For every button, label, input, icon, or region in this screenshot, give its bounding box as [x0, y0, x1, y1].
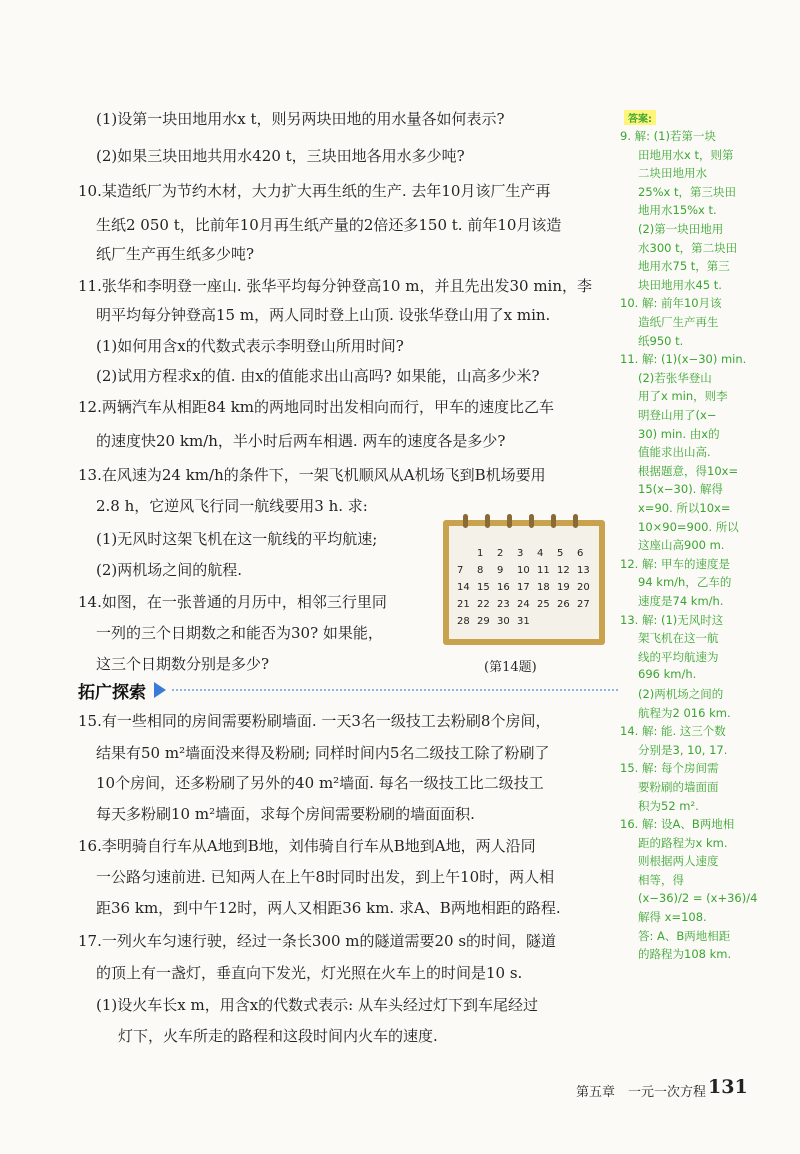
ring-icon: [463, 514, 468, 528]
text-line: 15.有一些相同的房间需要粉刷墙面. 一天3名一级技工去粉刷8个房间，: [78, 712, 551, 730]
ring-icon: [529, 514, 534, 528]
calendar-day: 20: [577, 582, 590, 593]
calendar-day: 19: [557, 582, 570, 593]
answer-line: 积为52 m².: [638, 798, 699, 813]
text-line: 2.8 h，它逆风飞行同一航线要用3 h. 求:: [96, 497, 368, 515]
answer-line: 架飞机在这一航: [638, 631, 719, 646]
text-line: 10个房间，还多粉刷了另外的40 m²墙面. 每名一级技工比二级技工: [96, 774, 544, 792]
text-line: 16.李明骑自行车从A地到B地，刘伟骑自行车从B地到A地，两人沿同: [78, 837, 536, 855]
figure-caption: (第14题): [484, 660, 537, 675]
answer-line: (2)若张华登山: [638, 370, 712, 385]
calendar-day: 17: [517, 582, 530, 593]
calendar-day: 16: [497, 582, 510, 593]
answer-line: 13. 解: (1)无风时这: [620, 612, 724, 627]
ring-icon: [573, 514, 578, 528]
answer-sidebar: [620, 110, 788, 980]
text-line: 每天多粉刷10 m²墙面，求每个房间需要粉刷的墙面面积.: [96, 805, 475, 823]
answer-line: 14. 解: 能. 这三个数: [620, 724, 726, 739]
text-line: 的速度快20 km/h，半小时后两车相遇. 两车的速度各是多少?: [96, 432, 506, 450]
calendar-day: 30: [497, 616, 510, 627]
answer-line: 二块田地用水: [638, 166, 707, 181]
answer-line: 要粉刷的墙面面: [638, 780, 719, 794]
text-line: 结果有50 m²墙面没来得及粉刷; 同样时间内5名二级技工除了粉刷了: [96, 744, 550, 762]
text-line: 灯下，火车所走的路程和这段时间内火车的速度.: [118, 1027, 438, 1045]
answer-line: 田地用水x t，则第: [638, 147, 734, 162]
answer-line: 则根据两人速度: [638, 854, 719, 869]
text-line: (1)设第一块田地用水x t，则另两块田地的用水量各如何表示?: [96, 110, 505, 128]
answer-line: 解得 x=108.: [638, 910, 707, 925]
ring-icon: [551, 514, 556, 528]
section-header: [78, 678, 618, 706]
text-line: 10.某造纸厂为节约木材，大力扩大再生纸的生产. 去年10月该厂生产再: [78, 182, 551, 200]
answer-line: 11. 解: (1)(x−30) min.: [620, 352, 747, 367]
text-line: 一列的三个日期数之和能否为30? 如果能，: [96, 624, 383, 642]
text-line: (2)试用方程求x的值. 由x的值能求出山高吗? 如果能，山高多少米?: [96, 367, 540, 385]
calendar-day: 13: [577, 565, 590, 576]
answer-line: 速度是74 km/h.: [638, 594, 724, 608]
text-line: (1)如何用含x的代数式表示李明登山所用时间?: [96, 337, 404, 355]
calendar-day: 14: [457, 582, 470, 593]
answer-line: (x−36)/2 = (x+36)/4: [638, 890, 758, 905]
calendar-day: 31: [517, 616, 530, 627]
calendar-day: 12: [557, 565, 570, 576]
calendar-figure: [443, 520, 605, 645]
answer-line: 696 km/h.: [638, 667, 697, 682]
calendar-day: 1: [477, 548, 484, 559]
answer-line: 15. 解: 每个房间需: [620, 761, 719, 776]
answer-line: 造纸厂生产再生: [638, 315, 719, 329]
text-line: 的顶上有一盏灯，垂直向下发光，灯光照在火车上的时间是10 s.: [96, 964, 523, 982]
ring-icon: [507, 514, 512, 528]
answer-line: 12. 解: 甲车的速度是: [620, 556, 730, 571]
answer-line: 根据题意，得10x=: [638, 463, 739, 478]
answer-line: 94 km/h，乙车的: [638, 575, 732, 590]
answer-line: 25%x t，第三块田: [638, 184, 737, 199]
answer-line: 值能求出山高.: [638, 445, 711, 460]
text-line: 明平均每分钟登高15 m，两人同时登上山顶. 设张华登山用了x min.: [96, 306, 551, 324]
text-line: 12.两辆汽车从相距84 km的两地同时出发相向而行，甲车的速度比乙车: [78, 398, 555, 416]
answer-line: 30) min. 由x的: [638, 426, 720, 441]
answer-line: 块田地用水45 t.: [638, 277, 722, 292]
answer-line: (2)第一块田地用: [638, 222, 724, 236]
answer-line: 10×90=900. 所以: [638, 519, 739, 534]
answer-line: 16. 解: 设A、B两地相: [620, 817, 735, 832]
text-line: (2)两机场之间的航程.: [96, 561, 243, 579]
answer-line: 答: A、B两地相距: [638, 928, 731, 943]
calendar-day: 29: [477, 616, 490, 627]
answer-header: 答案:: [624, 110, 656, 125]
calendar-day: 18: [537, 582, 550, 593]
section-arrow-icon: [154, 682, 166, 698]
calendar-day: 24: [517, 599, 530, 610]
section-title: 拓广探索: [78, 683, 146, 703]
calendar-day: 8: [477, 565, 484, 576]
answer-line: x=90. 所以10x=: [638, 501, 731, 515]
answer-line: 9. 解: (1)若第一块: [620, 129, 716, 143]
answer-line: 明登山用了(x−: [638, 408, 717, 422]
calendar-day: 7: [457, 565, 464, 576]
answer-line: 这座山高900 m.: [638, 538, 725, 553]
calendar-day: 25: [537, 599, 550, 610]
answer-line: 航程为2 016 km.: [638, 705, 731, 720]
text-line: (1)设火车长x m，用含x的代数式表示: 从车头经过灯下到车尾经过: [96, 996, 538, 1014]
calendar-day: 4: [537, 548, 544, 559]
text-line: 生纸2 050 t，比前年10月再生纸产量的2倍还多150 t. 前年10月该造: [96, 216, 562, 234]
calendar-day: 10: [517, 565, 530, 576]
text-line: (1)无风时这架飞机在这一航线的平均航速;: [96, 530, 378, 548]
calendar-day: 2: [497, 548, 504, 559]
answer-line: 纸950 t.: [638, 333, 684, 348]
ring-icon: [485, 514, 490, 528]
calendar-day: 26: [557, 599, 570, 610]
answer-line: 用了x min，则李: [638, 389, 728, 404]
answer-line: 距的路程为x km.: [638, 835, 728, 850]
answer-line: 地用水75 t，第三: [638, 259, 730, 274]
calendar-day: 5: [557, 548, 564, 559]
text-line: 11.张华和李明登一座山. 张华平均每分钟登高10 m，并且先出发30 min，李: [78, 277, 593, 295]
answer-line: 15(x−30). 解得: [638, 482, 723, 497]
calendar-day: 27: [577, 599, 590, 610]
text-line: 13.在风速为24 km/h的条件下，一架飞机顺风从A机场飞到B机场要用: [78, 466, 546, 484]
answer-line: 地用水15%x t.: [638, 203, 717, 218]
answer-line: 10. 解: 前年10月该: [620, 296, 722, 311]
answer-line: (2)两机场之间的: [638, 687, 724, 701]
text-line: 一公路匀速前进. 已知两人在上午8时同时出发，到上午10时，两人相: [96, 868, 555, 886]
text-line: 17.一列火车匀速行驶，经过一条长300 m的隧道需要20 s的时间，隧道: [78, 932, 557, 950]
text-line: 14.如图，在一张普通的月历中，相邻三行里同: [78, 593, 387, 611]
calendar-day: 11: [537, 565, 550, 576]
page-number: 131: [708, 1076, 748, 1098]
calendar-day: 23: [497, 599, 510, 610]
text-line: (2)如果三块田地共用水420 t，三块田地各用水多少吨?: [96, 147, 465, 165]
answer-line: 相等，得: [638, 873, 684, 887]
text-line: 纸厂生产再生纸多少吨?: [96, 245, 255, 263]
calendar-day: 28: [457, 616, 470, 627]
answer-line: 水300 t，第二块田: [638, 240, 738, 255]
calendar-day: 3: [517, 548, 524, 559]
calendar-day: 15: [477, 582, 490, 593]
calendar-rings: [457, 514, 591, 530]
text-line: 这三个日期数分别是多少?: [96, 655, 270, 673]
calendar-day: 22: [477, 599, 490, 610]
answer-line: 线的平均航速为: [638, 649, 719, 664]
text-line: 距36 km，到中午12时，两人又相距36 km. 求A、B两地相距的路程.: [96, 899, 561, 917]
answer-line: 的路程为108 km.: [638, 947, 732, 962]
chapter-footer: 第五章 一元一次方程: [576, 1085, 707, 1100]
section-divider: [172, 689, 618, 691]
calendar-day: 9: [497, 565, 504, 576]
answer-line: 分别是3, 10, 17.: [638, 742, 728, 757]
calendar-day: 6: [577, 548, 584, 559]
calendar-day: 21: [457, 599, 470, 610]
